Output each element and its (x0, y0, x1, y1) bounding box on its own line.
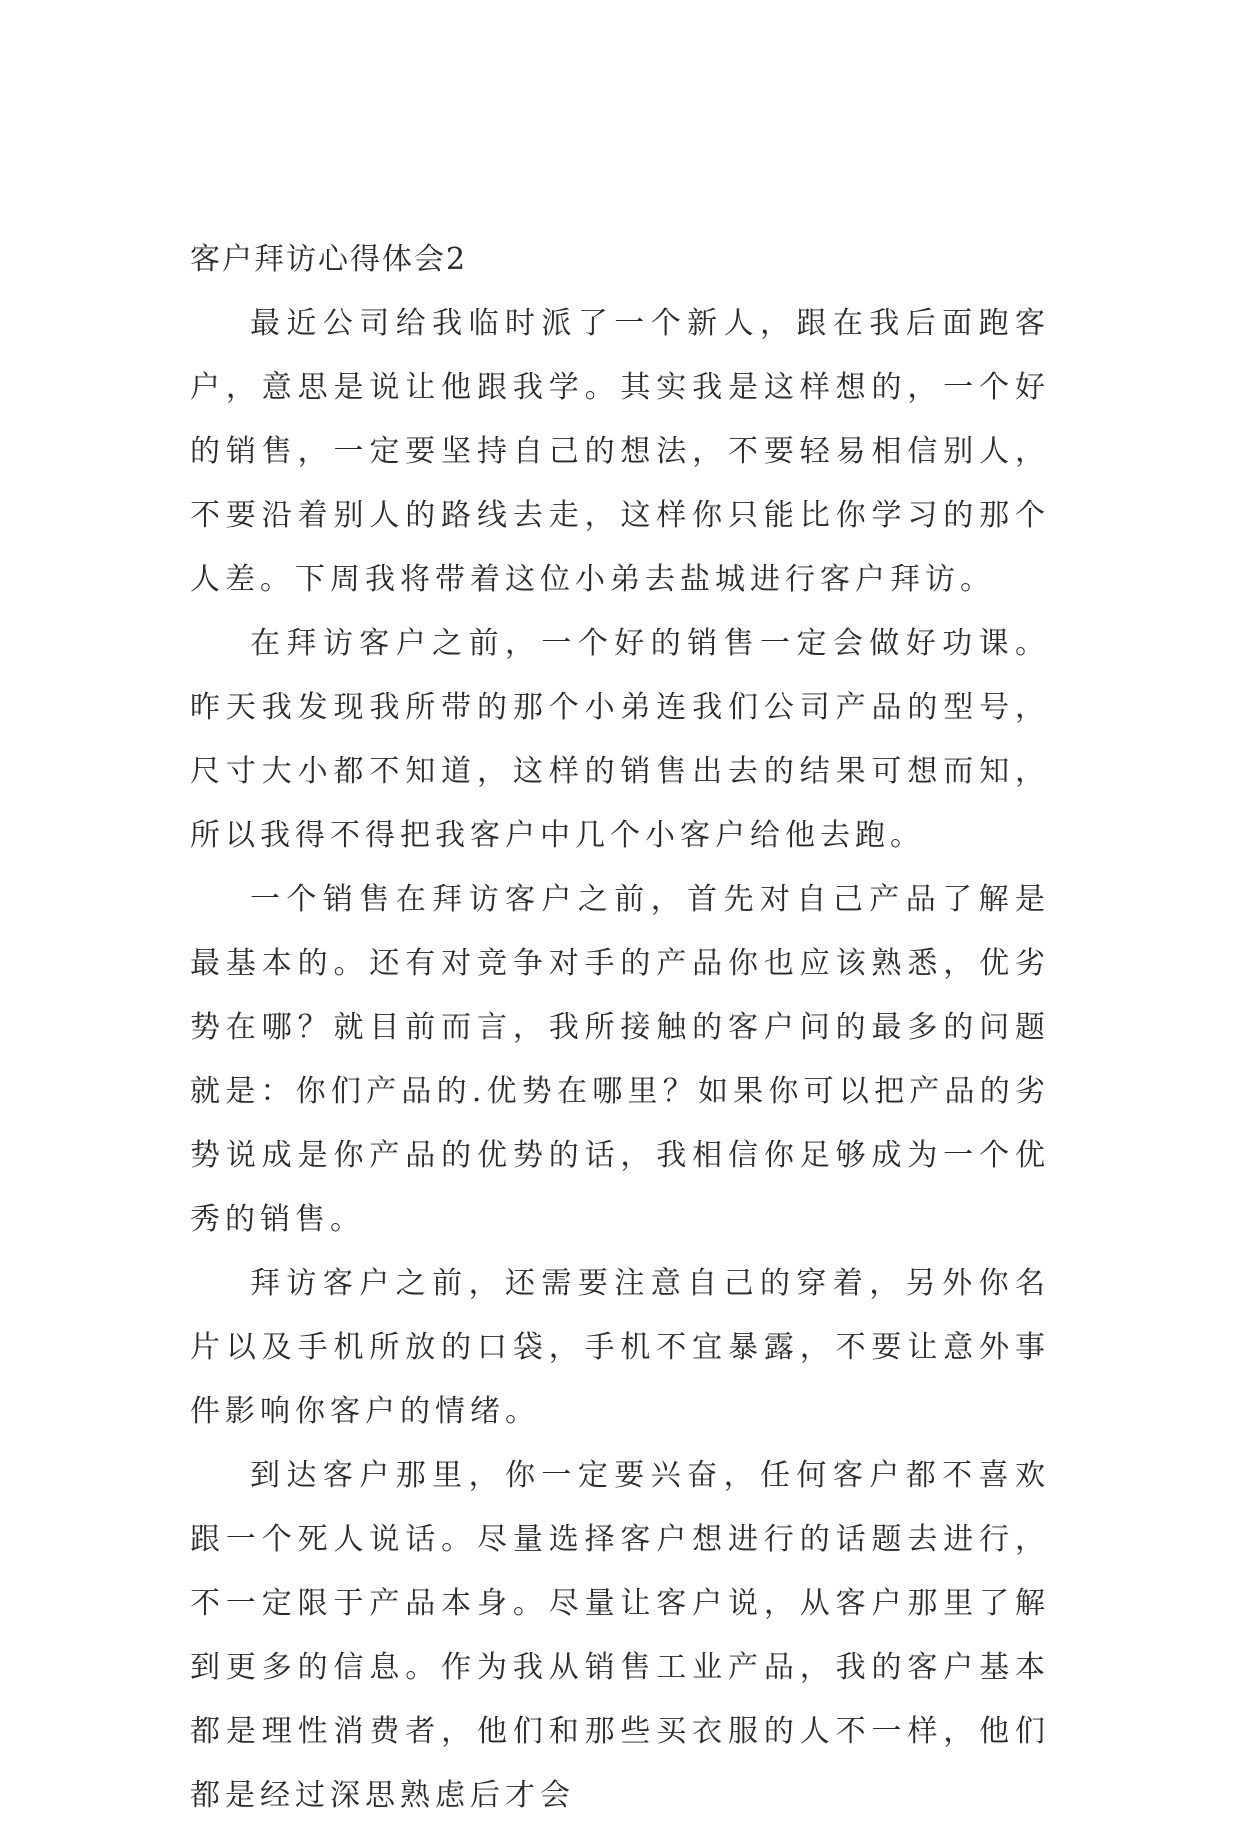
document-title: 客户拜访心得体会2 (190, 242, 468, 277)
paragraph-5: 到达客户那里，你一定要兴奋，任何客户都不喜欢跟一个死人说话。尽量选择客户想进行的话题去进行，不一定限于产品本身。尽量让客户说，从客户那里了解到更多的信息。作为我从销售工业产品，我的客户基本都是理性消费者，他们和那些买衣服的人不一样，他们都是经过深思熟虑后才会 (190, 1458, 1050, 1813)
document-body (190, 228, 1050, 1828)
paragraph-1: 最近公司给我临时派了一个新人，跟在我后面跑客户，意思是说让他跟我学。其实我是这样想的，一个好的销售，一定要坚持自己的想法，不要轻易相信别人，不要沿着别人的路线去走，这样你只能比你学习的那个人差。下周我将带着这位小弟去盐城进行客户拜访。 (190, 306, 1050, 597)
paragraph-3: 一个销售在拜访客户之前，首先对自己产品了解是最基本的。还有对竞争对手的产品你也应该熟悉，优劣势在哪？就目前而言，我所接触的客户问的最多的问题就是：你们产品的.优势在哪里？如果你可以把产品的劣势说成是你产品的优势的话，我相信你足够成为一个优秀的销售。 (190, 882, 1050, 1237)
paragraph-2: 在拜访客户之前，一个好的销售一定会做好功课。昨天我发现我所带的那个小弟连我们公司产品的型号，尺寸大小都不知道，这样的销售出去的结果可想而知，所以我得不得把我客户中几个小客户给他去跑。 (190, 626, 1050, 853)
paragraph-4: 拜访客户之前，还需要注意自己的穿着，另外你名片以及手机所放的口袋，手机不宜暴露，不要让意外事件影响你客户的情绪。 (190, 1266, 1050, 1429)
